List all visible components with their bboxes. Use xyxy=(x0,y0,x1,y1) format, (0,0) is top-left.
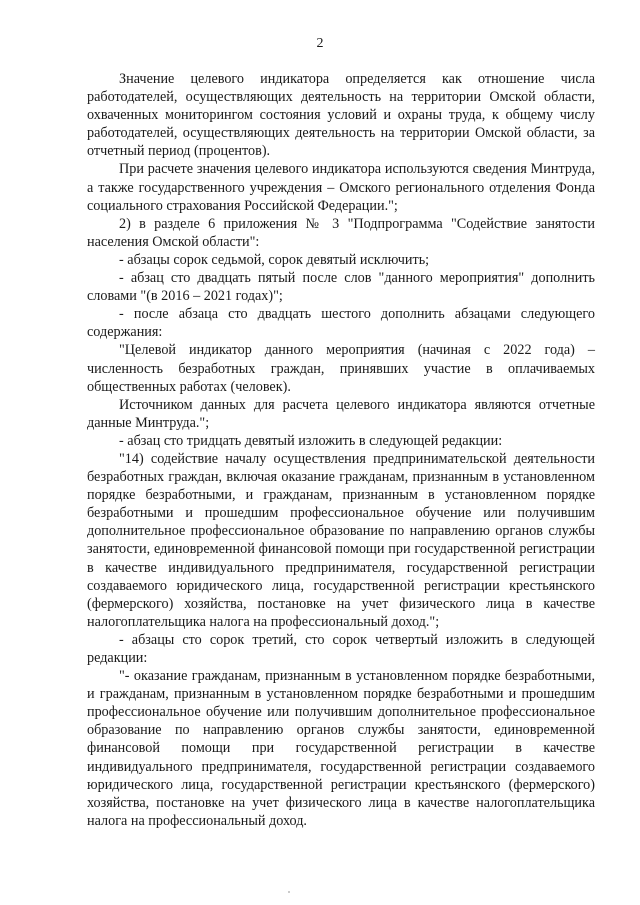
paragraph: "- оказание гражданам, признанным в установленном порядке безработными, и гражданам, признанным в установленном порядке безработными и прошедшим профессиональное обучение или получившим дополнительное профессиональное образование по направлению органов службы занятости, единовременной финансовой помощи при государственной регистрации в качестве индивидуального предпринимателя, государственной регистрации создаваемого юридического лица, государственной регистрации крестьянского (фермерского) хозяйства, постановке на учет физического лица в качестве налогоплательщика налога на профессиональный доход. xyxy=(87,668,595,829)
paragraph: "14) содействие началу осуществления предпринимательской деятельности безработных граждан, включая оказание гражданам, признанным в установленном порядке безработными, и гражданам, признанным в установленном порядке безработными и прошедшим профессиональное обучение или получившим дополнительное профессиональное образование по направлению органов службы занятости, единовременной финансовой помощи при государственной регистрации в качестве индивидуального предпринимателя, государственной регистрации создаваемого юридического лица, государственной регистрации крестьянского (фермерского) хозяйства, постановке на учет физического лица в качестве налогоплательщика налога на профессиональный доход."; xyxy=(87,450,595,630)
paragraph: 2) в разделе 6 приложения № 3 "Подпрограмма "Содействие занятости населения Омской области": xyxy=(87,215,595,250)
paragraph: - абзац сто двадцать пятый после слов "данного мероприятия" дополнить словами "(в 2016 – 2021 годах)"; xyxy=(87,270,595,305)
paragraph: - абзацы сто сорок третий, сто сорок четвертый изложить в следующей редакции: xyxy=(87,631,595,666)
paragraph: - после абзаца сто двадцать шестого дополнить абзацами следующего содержания: xyxy=(87,306,595,341)
scan-speck xyxy=(288,891,290,893)
page-number: 2 xyxy=(316,36,324,51)
paragraph: - абзацы сорок седьмой, сорок девятый исключить; xyxy=(119,251,430,268)
document-body xyxy=(87,70,595,830)
paragraph: Источником данных для расчета целевого индикатора являются отчетные данные Минтруда."; xyxy=(87,396,595,431)
paragraph: - абзац сто тридцать девятый изложить в следующей редакции: xyxy=(119,432,503,449)
paragraph: При расчете значения целевого индикатора используются сведения Минтруда, а также государственного учреждения – Омского регионального отделения Фонда социального страхования Российской Федерации."; xyxy=(87,161,595,214)
paragraph: Значение целевого индикатора определяется как отношение числа работодателей, осуществляющих деятельность на территории Омской области, охваченных мониторингом состояния условий и охраны труда, к общему числу работодателей, осуществляющих деятельность на территории Омской области, за отчетный период (процентов). xyxy=(87,71,595,160)
paragraph: "Целевой индикатор данного мероприятия (начиная с 2022 года) – численность безработных граждан, принявших участие в оплачиваемых общественных работах (человек). xyxy=(87,342,595,395)
